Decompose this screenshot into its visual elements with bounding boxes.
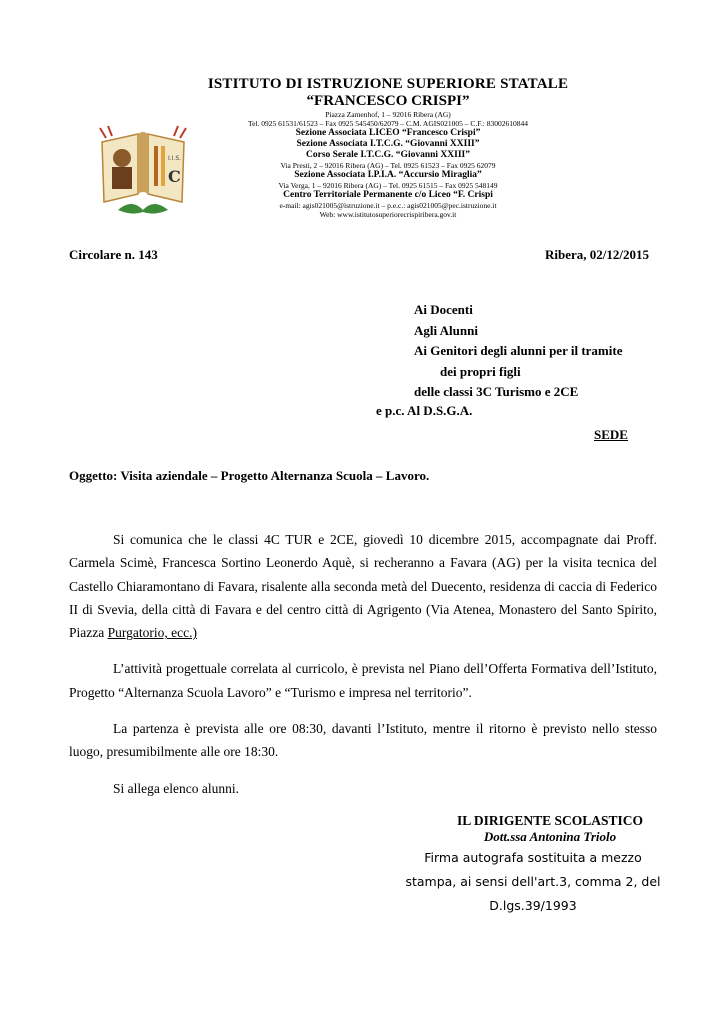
section-serale-detail: Via Presti, 2 – 92016 Ribera (AG) – Tel. 0925 61523 – Fax 0925 62079 xyxy=(280,161,496,170)
section-ipia-detail: Via Verga, 1 – 92016 Ribera (AG) – Tel. 0925 61515 – Fax 0925 548149 xyxy=(278,181,498,190)
signature-note-line: Firma autografa sostituita a mezzo xyxy=(424,850,642,865)
ctp-line: Centro Territoriale Permanente c/o Liceo “F. Crispi xyxy=(283,190,493,200)
recipient-sede: SEDE xyxy=(594,427,628,442)
section-itcg: Sezione Associata I.T.C.G. “Giovanni XXIII” xyxy=(296,139,480,149)
body-paragraph-1-underlined: Purgatorio, ecc.) xyxy=(107,625,197,641)
signature-title: IL DIRIGENTE SCOLASTICO xyxy=(456,813,644,828)
letter-body xyxy=(69,528,657,813)
institute-contacts: Tel. 0925 61531/61523 – Fax 0925 545450/62079 – C.M. AGIS021005 – C.F.: 83002610844 xyxy=(248,119,528,128)
body-paragraph: La partenza è prevista alle ore 08:30, davanti l’Istituto, mentre il ritorno è previsto nello stesso luogo, presumibilmente alle ore 18:30. xyxy=(69,721,657,760)
body-paragraph-1-text: Si comunica che le classi 4C TUR e 2CE, giovedì 10 dicembre 2015, accompagnate dai Proff. Carmela Scimè, Francesca Sortino Leonerdo Aquè, si recheranno a Favara (AG) per la visita tecnica del Castello Chiaramontano di Favara, risalente alla seconda metà del Duecento, residenza di caccia di Federico II di Svevia, della città di Favara e del centro città di Agrigento (Via Atenea, Monastero del Santo Spirito, Piazza xyxy=(69,532,657,641)
signature-block xyxy=(440,812,660,845)
section-ipia: Sezione Associata I.P.I.A. “Accursio Miraglia” xyxy=(294,170,482,180)
circolare-number: Circolare n. 143 xyxy=(69,247,158,262)
body-paragraph xyxy=(69,528,657,644)
email-line: e-mail: agis021005@istruzione.it – p.e.c.: agis021005@pec.istruzione.it xyxy=(279,201,497,210)
svg-text:C: C xyxy=(168,167,181,186)
recipients-block xyxy=(414,300,622,403)
letterhead xyxy=(96,76,616,236)
subject-line: Oggetto: Visita aziendale – Progetto Alternanza Scuola – Lavoro. xyxy=(69,468,430,483)
recipient-pc: e p.c. Al D.S.G.A. xyxy=(376,403,473,418)
signature-note xyxy=(404,846,662,918)
recipient-line: Ai Genitori degli alunni per il tramite xyxy=(414,343,623,358)
body-paragraph: L’attività progettuale correlata al curricolo, è prevista nel Piano dell’Offerta Formativa dell’Istituto, Progetto “Alternanza Scuola Lavoro” e “Turismo e impresa nel territorio”. xyxy=(69,661,657,700)
signature-name: Dott.ssa Antonina Triolo xyxy=(483,829,617,844)
section-liceo: Sezione Associata LICEO “Francesco Crispi” xyxy=(295,128,481,138)
svg-text:I.I.S.: I.I.S. xyxy=(168,155,182,162)
letterhead-text xyxy=(188,76,588,219)
institute-address: Piazza Zamenhof, 1 – 92016 Ribera (AG) xyxy=(325,110,451,119)
institute-name: “FRANCESCO CRISPI” xyxy=(306,93,470,109)
body-paragraph: Si allega elenco alunni. xyxy=(113,780,239,796)
recipient-line: dei propri figli xyxy=(440,363,521,379)
institute-title: ISTITUTO DI ISTRUZIONE SUPERIORE STATALE xyxy=(207,76,569,92)
signature-note-line: D.lgs.39/1993 xyxy=(489,898,577,913)
recipient-line: Ai Docenti xyxy=(414,302,473,317)
web-line: Web: www.istitutosuperiorecrispiribera.gov.it xyxy=(319,210,457,219)
signature-note-line: stampa, ai sensi dell'art.3, comma 2, del xyxy=(405,874,661,889)
school-logo-icon xyxy=(98,124,188,220)
recipient-line: Agli Alunni xyxy=(414,322,478,338)
recipient-line: delle classi 3C Turismo e 2CE xyxy=(414,384,579,399)
section-serale: Corso Serale I.T.C.G. “Giovanni XXIII” xyxy=(306,150,470,160)
place-date: Ribera, 02/12/2015 xyxy=(545,247,649,262)
